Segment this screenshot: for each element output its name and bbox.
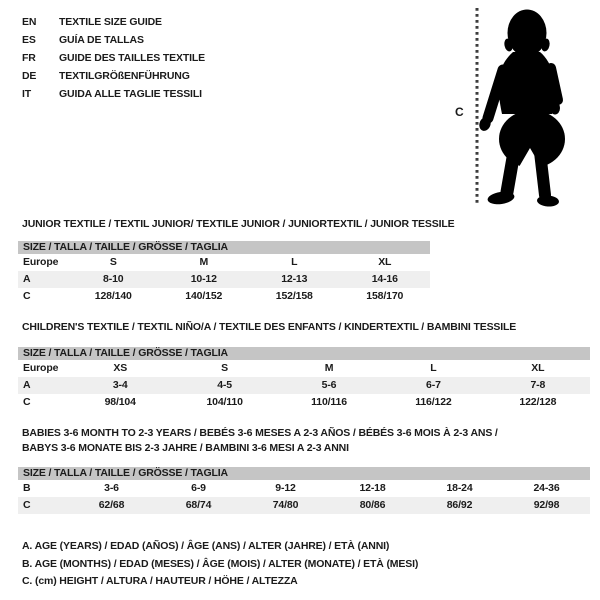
size-cell: 9-12 — [275, 482, 296, 494]
size-cell: 12-13 — [281, 273, 308, 285]
language-code: ES — [22, 34, 36, 46]
size-cell: M — [199, 256, 209, 268]
language-code: FR — [22, 52, 36, 64]
size-cell: 104/110 — [206, 396, 243, 408]
size-cell: S — [109, 256, 117, 268]
figure-height-label: C — [455, 105, 464, 119]
children-table-title: CHILDREN'S TEXTILE / TEXTIL NIÑO/A / TEXTILE DES ENFANTS / KINDERTEXTIL / BAMBINI TESSILE — [22, 321, 517, 333]
size-cell: 6-7 — [426, 379, 441, 391]
size-cell: 68/74 — [185, 499, 212, 511]
size-cell: 24-36 — [533, 482, 560, 494]
size-cell: XL — [531, 362, 545, 374]
size-cell: 6-9 — [191, 482, 206, 494]
language-row — [22, 31, 362, 49]
size-cell: 122/128 — [519, 396, 557, 408]
size-cell: 116/122 — [415, 396, 452, 408]
baby-silhouette-icon — [450, 2, 600, 214]
size-cell: S — [221, 362, 229, 374]
table-row — [18, 360, 590, 377]
junior-table-title: JUNIOR TEXTILE / TEXTIL JUNIOR/ TEXTILE JUNIOR / JUNIORTEXTIL / JUNIOR TESSILE — [22, 218, 455, 230]
size-cell: 3-6 — [104, 482, 119, 494]
size-cell: XS — [113, 362, 128, 374]
size-cell: 128/140 — [94, 290, 132, 302]
row-label: B — [23, 482, 31, 494]
size-cell: L — [430, 362, 437, 374]
babies-table-title — [22, 426, 498, 456]
size-cell: 12-18 — [359, 482, 386, 494]
children-size-table — [18, 347, 590, 411]
size-cell: 98/104 — [104, 396, 136, 408]
language-row — [22, 67, 362, 85]
table-rows — [18, 254, 430, 305]
row-label: A — [23, 273, 31, 285]
row-label: C — [23, 499, 31, 511]
size-cell: 3-4 — [112, 379, 128, 391]
size-cell: 62/68 — [98, 499, 125, 511]
language-row — [22, 85, 362, 103]
size-cell: 140/152 — [185, 290, 223, 302]
language-row — [22, 13, 362, 31]
table-row — [18, 394, 590, 411]
legend-age-years: A. AGE (YEARS) / EDAD (AÑOS) / ÂGE (ANS) / ALTER (JAHRE) / ETÀ (ANNI) — [22, 540, 390, 552]
size-cell: 80/86 — [359, 499, 386, 511]
junior-size-table — [18, 241, 430, 305]
measurement-legend — [22, 538, 418, 591]
row-label: Europe — [23, 256, 59, 268]
size-cell: 7-8 — [530, 379, 546, 391]
language-code: DE — [22, 70, 37, 82]
language-title-block — [22, 13, 362, 103]
language-code: IT — [22, 88, 32, 100]
size-cell: 14-16 — [371, 273, 398, 285]
guide-title: GUIDA ALLE TAGLIE TESSILI — [59, 88, 202, 100]
table-row — [18, 288, 430, 305]
guide-title: TEXTILE SIZE GUIDE — [59, 16, 162, 28]
size-cell: 158/170 — [366, 290, 404, 302]
table-row — [18, 271, 430, 288]
size-header-bar: SIZE / TALLA / TAILLE / GRÖSSE / TAGLIA — [18, 467, 590, 480]
size-cell: 86/92 — [446, 499, 473, 511]
guide-title: GUÍA DE TALLAS — [59, 34, 144, 46]
language-row — [22, 49, 362, 67]
babies-size-table — [18, 467, 590, 514]
size-cell: 4-5 — [217, 379, 232, 391]
size-cell: 5-6 — [321, 379, 337, 391]
legend-age-months: B. AGE (MONTHS) / EDAD (MESES) / ÂGE (MOIS) / ALTER (MONATE) / ETÀ (MESI) — [22, 557, 419, 570]
size-cell: 18-24 — [446, 482, 473, 494]
size-cell: L — [291, 256, 298, 268]
guide-title: GUIDE DES TAILLES TEXTILE — [59, 52, 205, 64]
table-rows — [18, 360, 590, 411]
size-cell: 92/98 — [533, 499, 560, 511]
table-row — [18, 497, 590, 514]
row-label: C — [23, 396, 31, 408]
table-row — [18, 480, 590, 497]
table-row — [18, 254, 430, 271]
row-label: Europe — [23, 362, 59, 374]
table-rows — [18, 480, 590, 514]
size-header-bar: SIZE / TALLA / TAILLE / GRÖSSE / TAGLIA — [18, 241, 430, 254]
size-cell: 74/80 — [272, 499, 299, 511]
size-cell: 152/158 — [275, 290, 313, 302]
size-cell: 10-12 — [190, 273, 217, 285]
row-label: A — [23, 379, 31, 391]
babies-table-title-line-2: BABYS 3-6 MONATE BIS 2-3 JAHRE / BAMBINI 3-6 MESI A 2-3 ANNI — [22, 442, 349, 454]
size-cell: M — [324, 362, 334, 374]
size-cell: 110/116 — [311, 396, 347, 408]
size-header-bar: SIZE / TALLA / TAILLE / GRÖSSE / TAGLIA — [18, 347, 590, 360]
legend-height-cm: C. (cm) HEIGHT / ALTURA / HAUTEUR / HÖHE / ALTEZZA — [22, 575, 298, 587]
size-cell: 8-10 — [103, 273, 124, 285]
row-label: C — [23, 290, 31, 302]
language-code: EN — [22, 16, 37, 28]
babies-table-title-line-1: BABIES 3-6 MONTH TO 2-3 YEARS / BEBÉS 3-6 MESES A 2-3 AÑOS / BÉBÉS 3-6 MOIS À 2-3 ANS / — [22, 427, 498, 439]
table-row — [18, 377, 590, 394]
size-cell: XL — [378, 256, 392, 268]
guide-title: TEXTILGRÖßENFÜHRUNG — [59, 70, 190, 82]
